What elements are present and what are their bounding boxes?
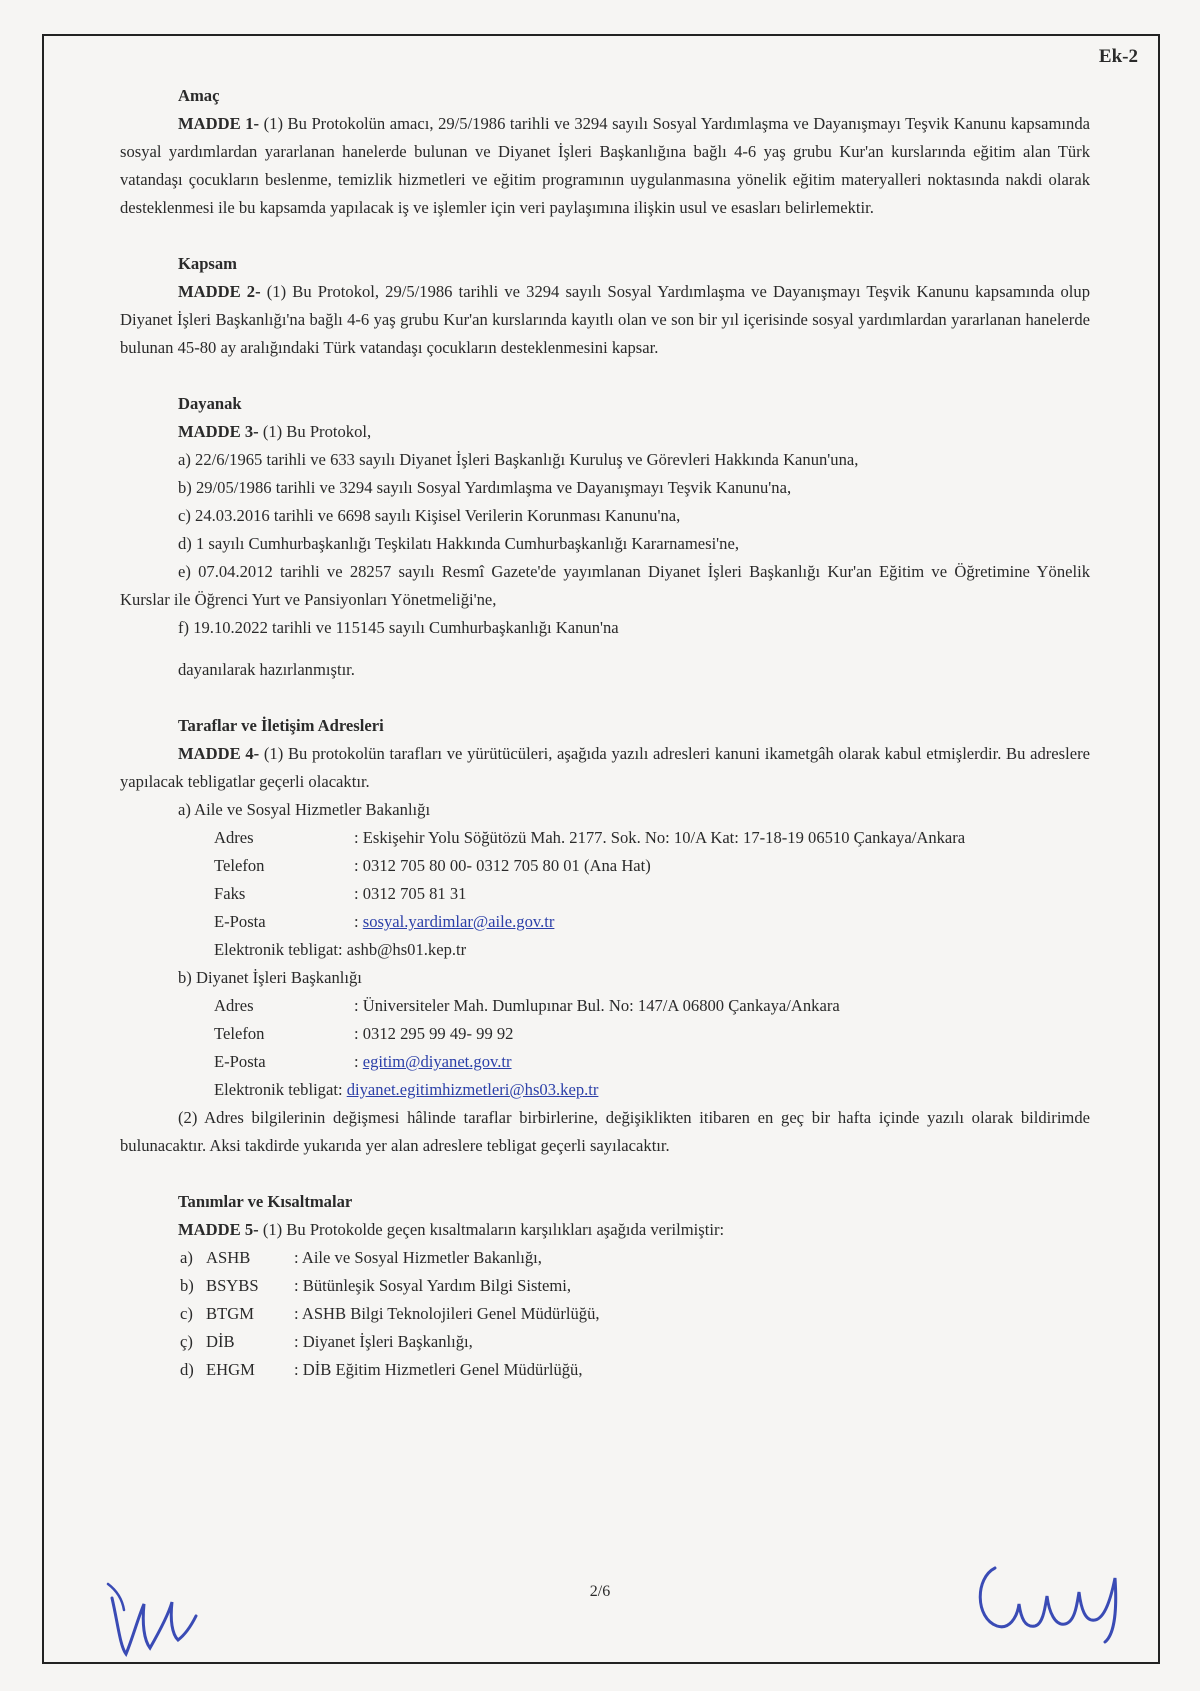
abbr-letter: a) [180, 1248, 193, 1267]
heading-kapsam: Kapsam [178, 254, 238, 273]
abbreviation-row [120, 1356, 1090, 1384]
abbr-meaning: : Bütünleşik Sosyal Yardım Bilgi Sistemi, [294, 1276, 572, 1295]
abbreviation-row [120, 1244, 1090, 1272]
heading-dayanak: Dayanak [178, 394, 242, 413]
kv-value [354, 1048, 1090, 1076]
kv-value: : 0312 705 81 31 [354, 884, 467, 903]
madde-4-para-2: (2) Adres bilgilerinin değişmesi hâlinde taraflar birbirlerine, değişiklikten itibaren en geç bir hafta içinde yazılı olarak bildirimde bulunacaktır. Aksi takdirde yukarıda yer alan adreslere tebligat geçerli sayılacaktır. [120, 1108, 1090, 1155]
party-b-address-row [120, 992, 1090, 1020]
document-body [120, 82, 1090, 1412]
kv-value: : 0312 705 80 00- 0312 705 80 01 (Ana Hat) [354, 856, 651, 875]
party-a-email-row [120, 908, 1090, 936]
kv-value: : 0312 295 99 49- 99 92 [354, 1024, 514, 1043]
kv-value [354, 908, 1090, 936]
party-b-phone-row [120, 1020, 1090, 1048]
list-item: e) 07.04.2012 tarihli ve 28257 sayılı Resmî Gazete'de yayımlanan Diyanet İşleri Başkanlığı Kur'an Eğitim ve Öğretimine Yönelik Kurslar ile Öğrenci Yurt ve Pansiyonları Yönetmeliği'ne, [120, 562, 1090, 609]
madde-2 [120, 278, 1090, 362]
madde-3-closing: dayanılarak hazırlanmıştır. [178, 660, 355, 679]
list-item: d) 1 sayılı Cumhurbaşkanlığı Teşkilatı Hakkında Cumhurbaşkanlığı Kararnamesi'ne, [178, 534, 739, 553]
list-item: f) 19.10.2022 tarihli ve 115145 sayılı Cumhurbaşkanlığı Kanun'na [178, 618, 619, 637]
section-taraflar [120, 712, 1090, 1160]
kv-key: E-Posta [214, 912, 266, 931]
list-item: a) 22/6/1965 tarihli ve 633 sayılı Diyanet İşleri Başkanlığı Kuruluş ve Görevleri Hakkında Kanun'una, [178, 450, 859, 469]
madde-1-number: MADDE 1- [178, 114, 260, 133]
abbr-letter: b) [180, 1276, 194, 1295]
party-b-email-row [120, 1048, 1090, 1076]
section-kapsam [120, 250, 1090, 362]
kv-key: Telefon [214, 1024, 265, 1043]
kv-key: Faks [214, 884, 246, 903]
page-number: 2/6 [589, 1583, 611, 1600]
party-a-kep: Elektronik tebligat: ashb@hs01.kep.tr [214, 940, 467, 959]
abbr-key: BTGM [206, 1304, 254, 1323]
list-item: c) 24.03.2016 tarihli ve 6698 sayılı Kişisel Verilerin Korunması Kanunu'na, [178, 506, 681, 525]
party-b-email-link[interactable]: egitim@diyanet.gov.tr [362, 1052, 512, 1071]
party-a-label: a) Aile ve Sosyal Hizmetler Bakanlığı [178, 800, 431, 819]
signature-left [98, 1554, 208, 1664]
section-amac [120, 82, 1090, 222]
abbr-letter: c) [180, 1304, 193, 1323]
kv-value: : Eskişehir Yolu Söğütözü Mah. 2177. Sok. No: 10/A Kat: 17-18-19 06510 Çankaya/Ankara [354, 828, 966, 847]
abbr-key: ASHB [206, 1248, 251, 1267]
madde-4-number: MADDE 4- [178, 744, 260, 763]
abbreviation-row [120, 1328, 1090, 1356]
madde-1-text: (1) Bu Protokolün amacı, 29/5/1986 tarihli ve 3294 sayılı Sosyal Yardımlaşma ve Dayanışmayı Teşvik Kanunu kapsamında sosyal yardımlardan yararlanan hanelerde bulunan ve Diyanet İşleri Başkanlığına bağlı 4-6 yaş grubu Kur'an kurslarında eğitim alan Türk vatandaşı çocukların beslenme, temizlik hizmetleri ve eğitim programının uygulanmasına yönelik eğitim materyalleri noktasında nakdi olarak desteklenmesi ile bu kapsamda yapılacak iş ve işlemler için veri paylaşımına ilişkin usul ve esasları belirlemektir. [120, 114, 1090, 217]
signature-right [965, 1538, 1145, 1648]
section-tanimlar [120, 1188, 1090, 1384]
kv-key: Telefon [214, 856, 265, 875]
madde-4-text: (1) Bu protokolün tarafları ve yürütücüleri, aşağıda yazılı adresleri kanuni ikametgâh olarak kabul etmişlerdir. Bu adreslere yapılacak tebligatlar geçerli olacaktır. [120, 744, 1090, 791]
heading-taraflar: Taraflar ve İletişim Adresleri [178, 716, 384, 735]
party-b-kep [120, 1076, 1090, 1104]
party-a-fax-row [120, 880, 1090, 908]
party-a-phone-row [120, 852, 1090, 880]
abbr-key: BSYBS [206, 1276, 259, 1295]
abbreviation-row [120, 1272, 1090, 1300]
party-a-address-row [120, 824, 1090, 852]
party-b-kep-link[interactable]: diyanet.egitimhizmetleri@hs03.kep.tr [346, 1080, 599, 1099]
abbreviation-row [120, 1300, 1090, 1328]
madde-3-number: MADDE 3- [178, 422, 259, 441]
madde-3-intro: (1) Bu Protokol, [262, 422, 372, 441]
madde-5 [120, 1216, 1090, 1244]
kv-key: Adres [214, 996, 254, 1015]
party-b-label: b) Diyanet İşleri Başkanlığı [178, 968, 362, 987]
abbr-letter: d) [180, 1360, 194, 1379]
kv-value: : Üniversiteler Mah. Dumlupınar Bul. No: 147/A 06800 Çankaya/Ankara [354, 996, 840, 1015]
madde-4 [120, 740, 1090, 796]
abbr-meaning: : ASHB Bilgi Teknolojileri Genel Müdürlüğü, [294, 1304, 600, 1323]
kv-key: Adres [214, 828, 254, 847]
section-dayanak [120, 390, 1090, 684]
abbr-letter: ç) [180, 1332, 193, 1351]
abbr-meaning: : Diyanet İşleri Başkanlığı, [294, 1332, 473, 1351]
annex-tag: Ek-2 [1098, 46, 1138, 67]
kep-prefix: Elektronik tebligat: [214, 1080, 347, 1099]
email-prefix: : [354, 1052, 363, 1071]
list-item: b) 29/05/1986 tarihli ve 3294 sayılı Sosyal Yardımlaşma ve Dayanışmayı Teşvik Kanunu'na, [178, 478, 792, 497]
party-a-email-link[interactable]: sosyal.yardimlar@aile.gov.tr [362, 912, 555, 931]
heading-tanimlar: Tanımlar ve Kısaltmalar [178, 1192, 353, 1211]
kv-key: E-Posta [214, 1052, 266, 1071]
madde-5-intro: (1) Bu Protokolde geçen kısaltmaların karşılıkları aşağıda verilmiştir: [262, 1220, 725, 1239]
email-prefix: : [354, 912, 363, 931]
madde-5-number: MADDE 5- [178, 1220, 259, 1239]
heading-amac: Amaç [178, 86, 220, 105]
madde-2-number: MADDE 2- [178, 282, 261, 301]
abbr-key: DİB [206, 1332, 235, 1351]
madde-2-text: (1) Bu Protokol, 29/5/1986 tarihli ve 3294 sayılı Sosyal Yardımlaşma ve Dayanışmayı Teşvik Kanunu kapsamında olup Diyanet İşleri Başkanlığı'na bağlı 4-6 yaş grubu Kur'an kurslarında kayıtlı olan ve son bir yıl içerisinde sosyal yardımlardan yararlanan hanelerde bulunan 45-80 ay aralığındaki Türk vatandaşı çocukların desteklenmesini kapsar. [120, 282, 1091, 357]
madde-1 [120, 110, 1090, 222]
madde-3 [120, 418, 1090, 446]
abbr-meaning: : DİB Eğitim Hizmetleri Genel Müdürlüğü, [294, 1360, 583, 1379]
abbr-key: EHGM [206, 1360, 255, 1379]
abbr-meaning: : Aile ve Sosyal Hizmetler Bakanlığı, [294, 1248, 542, 1267]
